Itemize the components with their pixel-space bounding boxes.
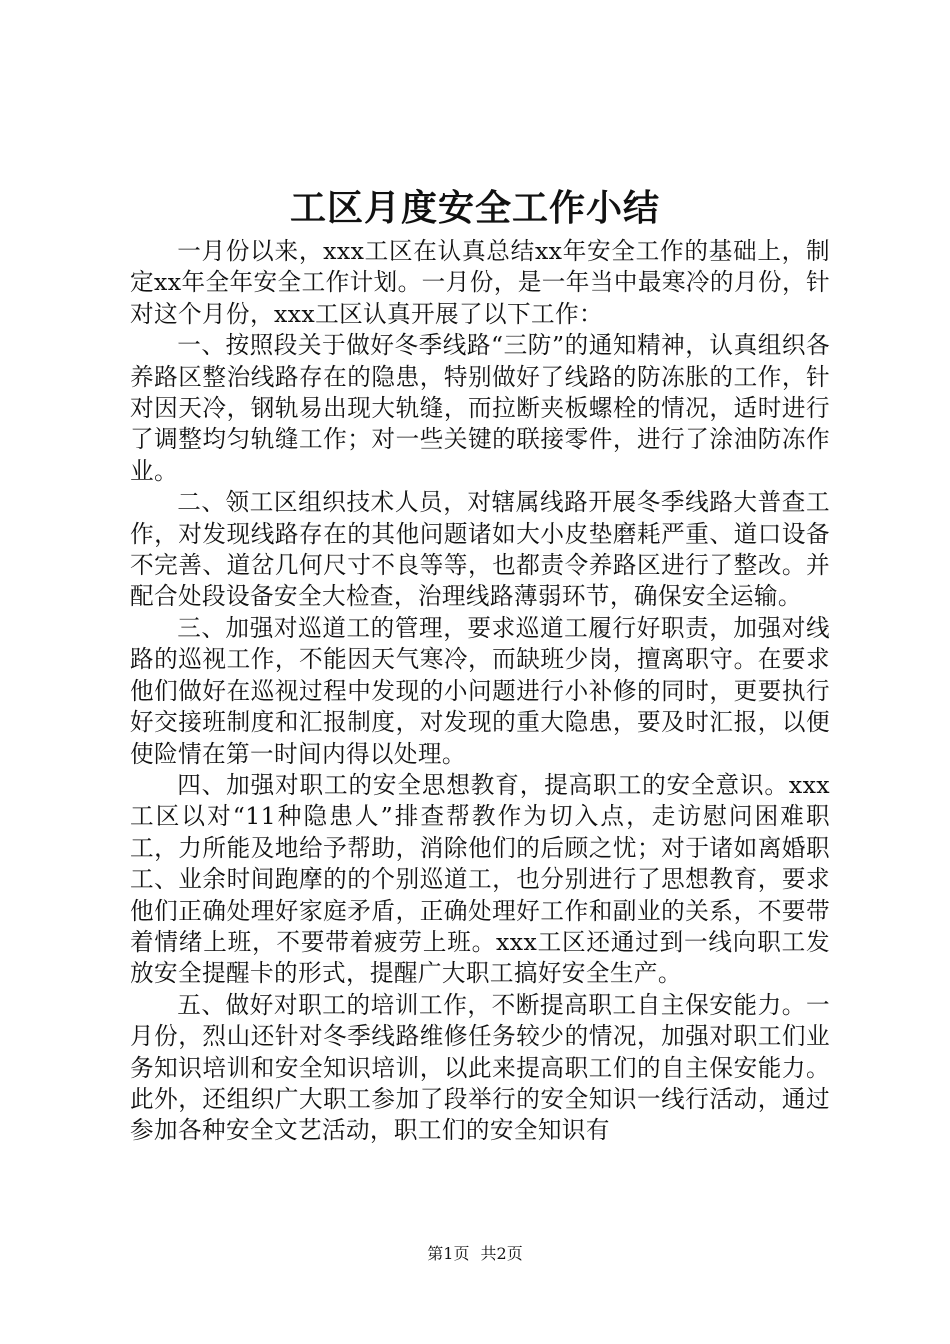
- paragraph-item-4: 四、加强对职工的安全思想教育，提高职工的安全意识。xxx工区以对“11种隐患人”排查帮教作为切入点，走访慰问困难职工，力所能及地给予帮助，消除他们的后顾之忧；对于诸如离婚职工、业余时间跑摩的的个别巡道工，也分别进行了思想教育，要求他们正确处理好家庭矛盾，正确处理好工作和副业的关系，不要带着情绪上班，不要带着疲劳上班。xxx工区还通过到一线向职工发放安全提醒卡的形式，提醒广大职工搞好安全生产。: [130, 770, 830, 988]
- paragraph-item-5: 五、做好对职工的培训工作，不断提高职工自主保安能力。一月份，烈山还针对冬季线路维修任务较少的情况，加强对职工们业务知识培训和安全知识培训，以此来提高职工们的自主保安能力。此外，还组织广大职工参加了段举行的安全知识一线行活动，通过参加各种安全文艺活动，职工们的安全知识有: [130, 990, 830, 1145]
- page-footer: [0, 1244, 950, 1264]
- page-number: 第1页: [427, 1244, 470, 1263]
- paragraph-item-3: 三、加强对巡道工的管理，要求巡道工履行好职责，加强对线路的巡视工作，不能因天气寒冷，而缺班少岗，擅离职守。在要求他们做好在巡视过程中发现的小问题进行小补修的同时，更要执行好交接班制度和汇报制度，对发现的重大隐患，要及时汇报，以便使险情在第一时间内得以处理。: [130, 613, 830, 768]
- page-total: 共2页: [480, 1244, 523, 1263]
- document-body: [130, 236, 830, 1147]
- document-title: 工区月度安全工作小结: [289, 187, 660, 229]
- paragraph-item-1: 一、按照段关于做好冬季线路“三防”的通知精神，认真组织各养路区整治线路存在的隐患，特别做好了线路的防冻胀的工作，针对因天冷，钢轨易出现大轨缝，而拉断夹板螺栓的情况，适时进行了调整均匀轨缝工作；对一些关键的联接零件，进行了涂油防冻作业。: [130, 331, 830, 485]
- paragraph-intro: 一月份以来，xxx工区在认真总结xx年安全工作的基础上，制定xx年全年安全工作计划。一月份，是一年当中最寒冷的月份，针对这个月份，xxx工区认真开展了以下工作：: [130, 237, 830, 328]
- paragraph-item-2: 二、领工区组织技术人员，对辖属线路开展冬季线路大普查工作，对发现线路存在的其他问题诸如大小皮垫磨耗严重、道口设备不完善、道岔几何尺寸不良等等，也都责令养路区进行了整改。并配合处段设备安全大检查，治理线路薄弱环节，确保安全运输。: [130, 488, 830, 611]
